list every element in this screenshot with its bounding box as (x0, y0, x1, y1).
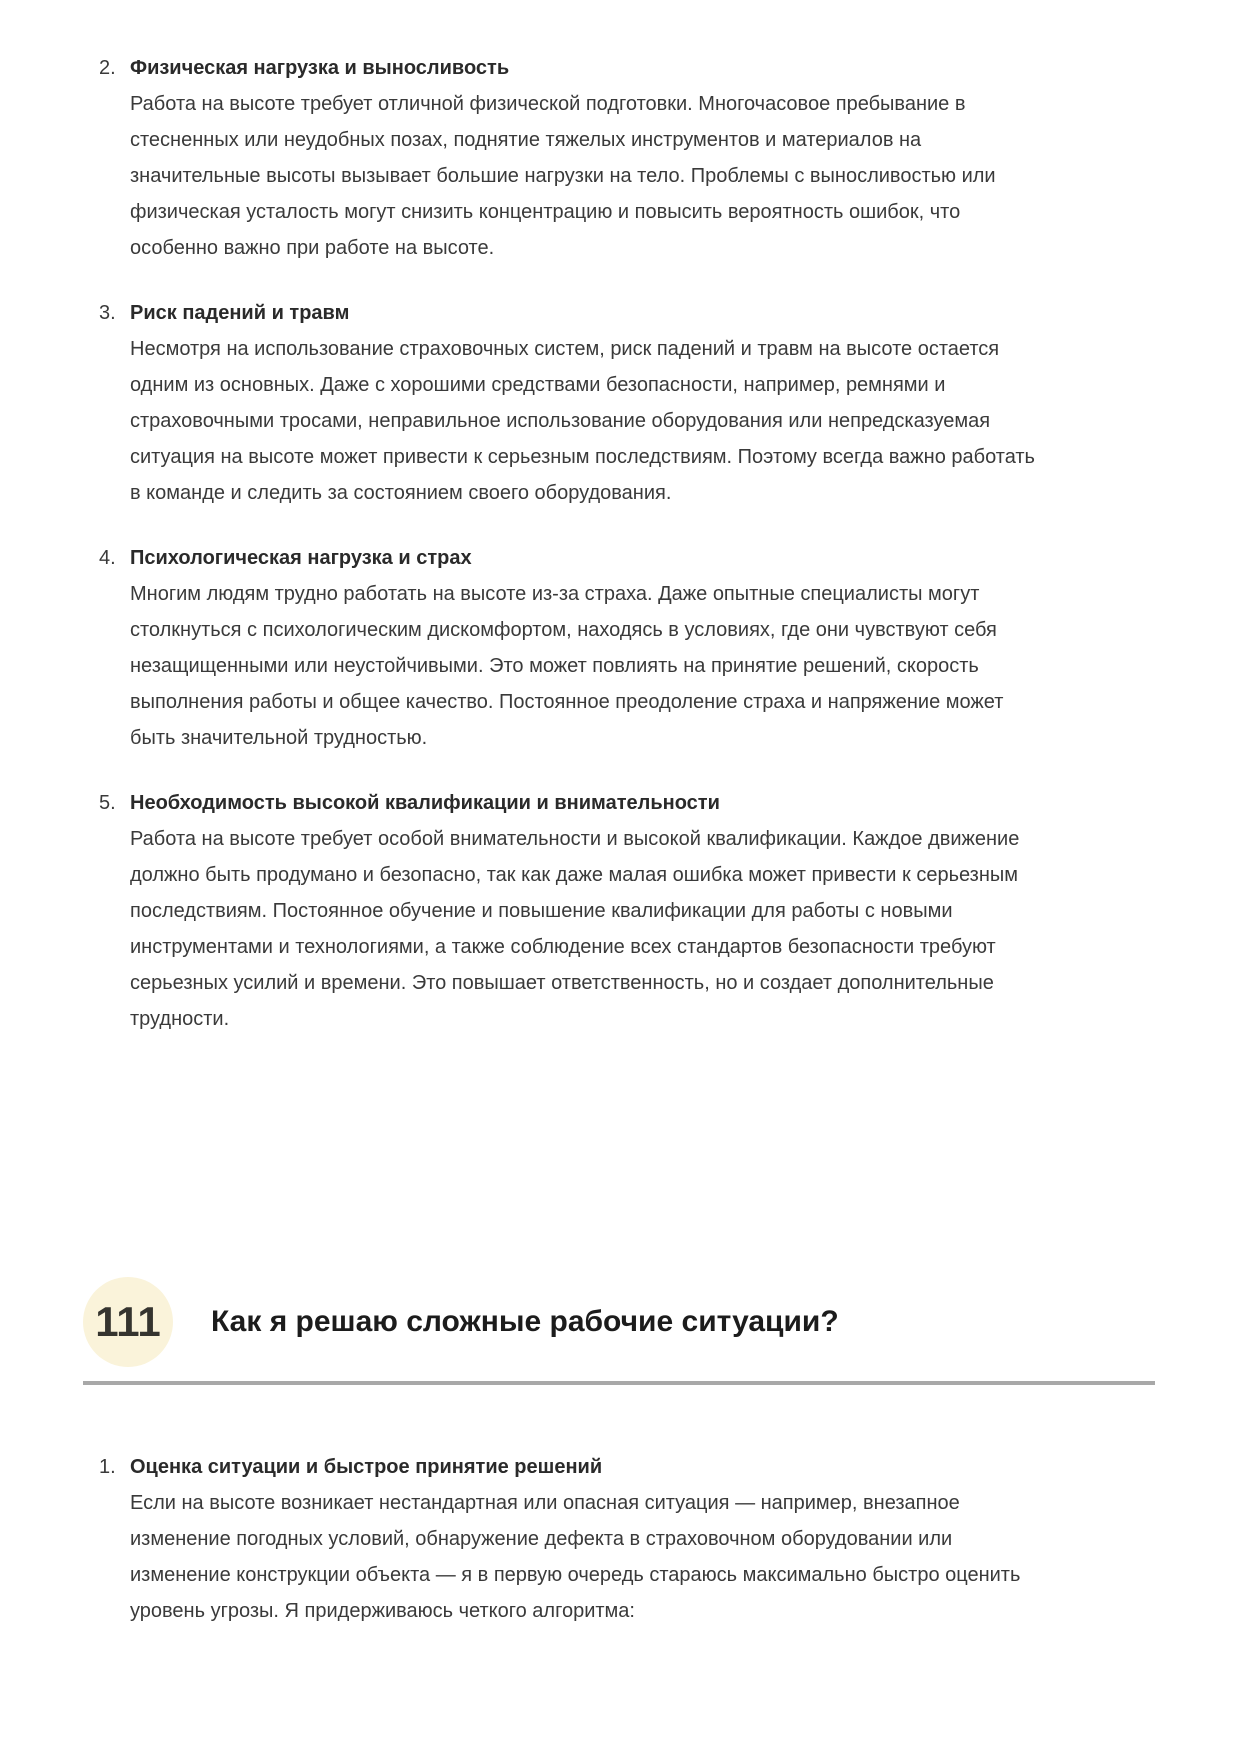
section-divider (83, 1381, 1155, 1385)
item-title: Психологическая нагрузка и страх (130, 547, 472, 569)
item-body: Работа на высоте требует особой внимательности и высокой квалификации. Каждое движение должно быть продумано и безопасно, так как даже малая ошибка может привести к серьезным последствиям. Постоянное обучение и повышение квалификации для работы с новыми инструментами и технологиями, а также соблюдение всех стандартов безопасности требуют серьезных усилий и времени. Это повышает ответственность, но и создает дополнительные трудности. (130, 828, 1020, 1030)
item-number: 1. (99, 1456, 116, 1478)
item-heading (130, 1449, 1043, 1485)
item-number: 2. (99, 57, 116, 79)
item-body: Работа на высоте требует отличной физической подготовки. Многочасовое пребывание в стесненных или неудобных позах, поднятие тяжелых инструментов и материалов на значительные высоты вызывает большие нагрузки на тело. Проблемы с выносливостью или физическая усталость могут снизить концентрацию и повысить вероятность ошибок, что особенно важно при работе на высоте. (130, 93, 996, 259)
item-title: Необходимость высокой квалификации и внимательности (130, 792, 720, 814)
section-header (83, 1277, 1043, 1367)
list-item (99, 785, 1043, 1037)
section-number-badge: 111 (83, 1277, 173, 1367)
list-item (99, 295, 1043, 511)
item-body: Многим людям трудно работать на высоте из-за страха. Даже опытные специалисты могут столкнуться с психологическим дискомфортом, находясь в условиях, где они чувствуют себя незащищенными или неустойчивыми. Это может повлиять на принятие решений, скорость выполнения работы и общее качество. Постоянное преодоление страха и напряжение может быть значительной трудностью. (130, 583, 1004, 749)
item-number: 5. (99, 792, 116, 814)
list-item (99, 50, 1043, 266)
challenges-list (99, 50, 1043, 1037)
item-body: Несмотря на использование страховочных систем, риск падений и травм на высоте остается одним из основных. Даже с хорошими средствами безопасности, например, ремнями и страховочными тросами, неправильное использование оборудования или непредсказуемая ситуация на высоте может привести к серьезным последствиям. Поэтому всегда важно работать в команде и следить за состоянием своего оборудования. (130, 338, 1035, 504)
list-item (99, 1449, 1043, 1629)
item-number: 3. (99, 302, 116, 324)
item-body: Если на высоте возникает нестандартная или опасная ситуация — например, внезапное изменение погодных условий, обнаружение дефекта в страховочном оборудовании или изменение конструкции объекта — я в первую очередь стараюсь максимально быстро оценить уровень угрозы. Я придерживаюсь четкого алгоритма: (130, 1492, 1021, 1622)
item-heading (130, 295, 1043, 331)
item-heading (130, 540, 1043, 576)
answers-list (99, 1449, 1043, 1629)
item-heading (130, 50, 1043, 86)
item-number: 4. (99, 547, 116, 569)
section-title: Как я решаю сложные рабочие ситуации? (211, 1305, 839, 1339)
list-item (99, 540, 1043, 756)
item-title: Оценка ситуации и быстрое принятие решений (130, 1456, 603, 1478)
item-heading (130, 785, 1043, 821)
item-title: Физическая нагрузка и выносливость (130, 57, 510, 79)
item-title: Риск падений и травм (130, 302, 350, 324)
